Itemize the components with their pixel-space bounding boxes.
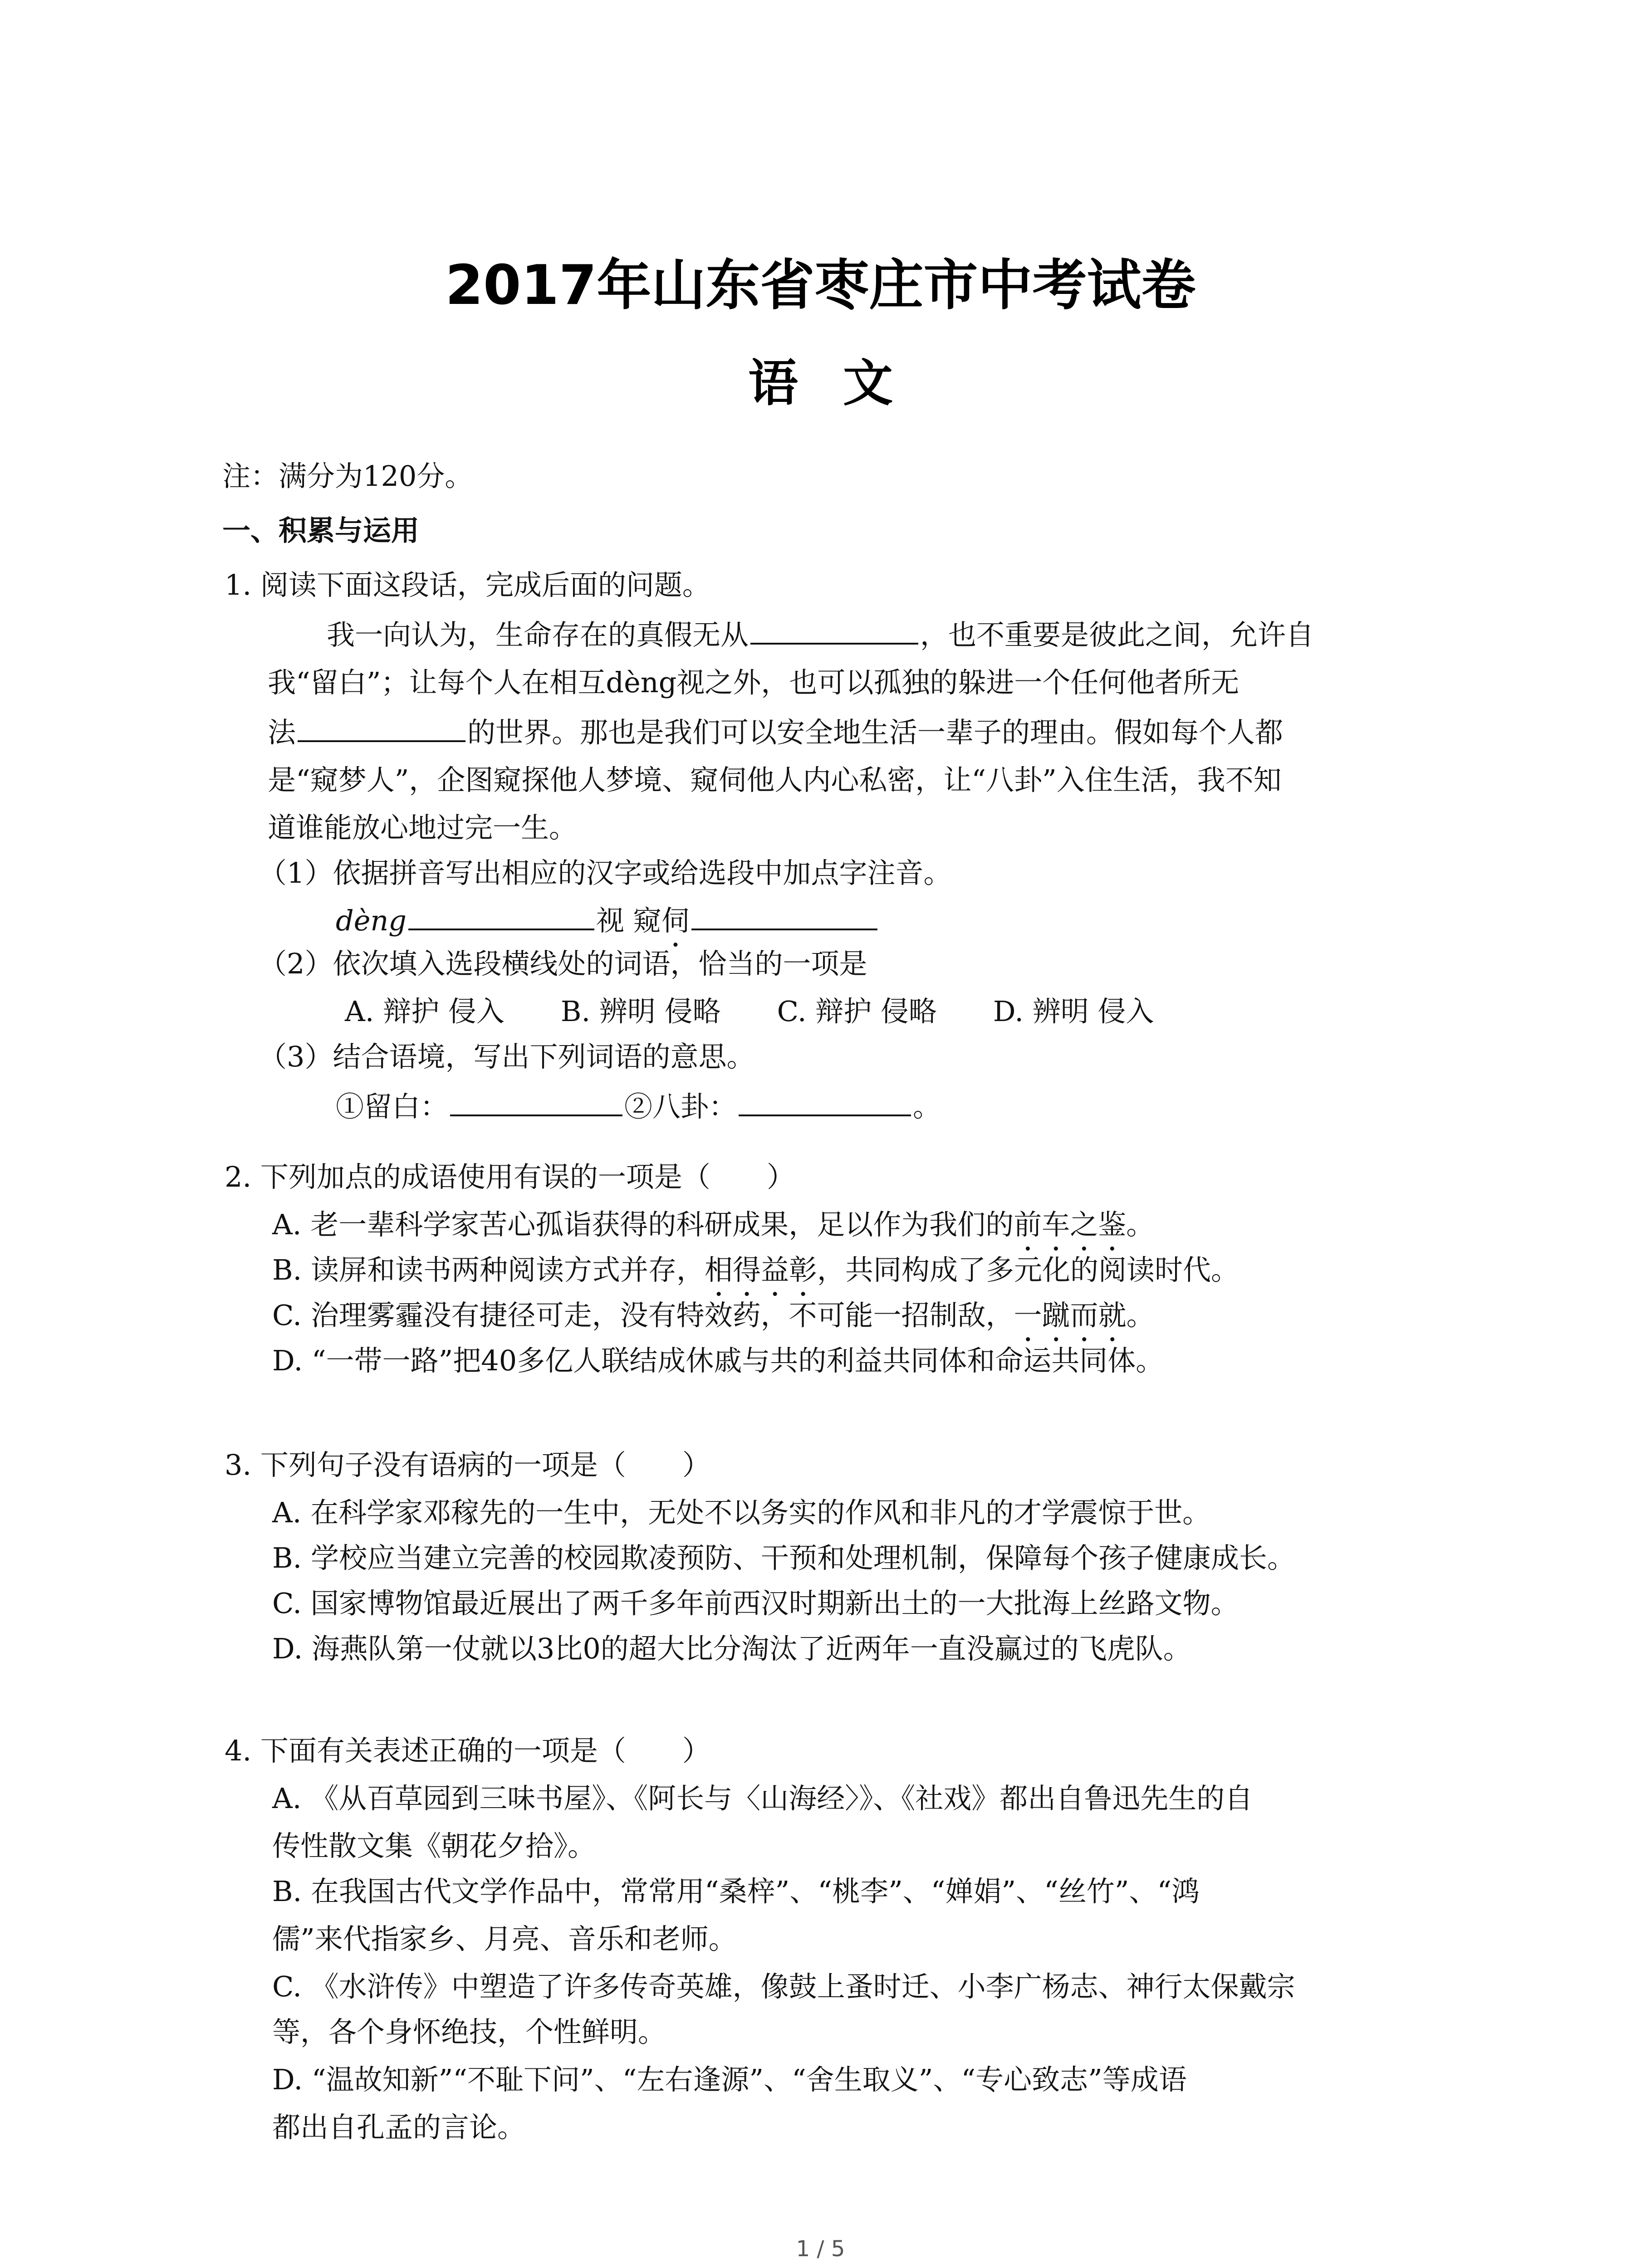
- q2-option-text: C. 治理雾霾没有捷径可走，没有特效药，不可能一招制敌，: [272, 1299, 1014, 1332]
- q1-sub1: （1）依据拼音写出相应的汉字或给选段中加点字注音。: [259, 856, 952, 890]
- pinyin-text: dèng: [336, 904, 407, 937]
- q1-passage-text: 法: [268, 716, 296, 749]
- q1-passage-line: 是“窥梦人”，企图窥探他人梦境、窥伺他人内心私密，让“八卦”入住生活，我不知: [268, 763, 1282, 797]
- q4-option-c-cont: 等，各个身怀绝技，个性鲜明。: [272, 2015, 666, 2048]
- q1-sub3-blank-b[interactable]: [739, 1087, 911, 1116]
- q2-stem: 2. 下列加点的成语使用有误的一项是（ ）: [225, 1160, 795, 1193]
- q1-blank-1[interactable]: [750, 616, 918, 645]
- q2-dotted-idiom: 相得益彰: [704, 1253, 817, 1286]
- page-number: 1 / 5: [796, 2236, 845, 2262]
- q1-passage-line: 道谁能放心地过完一生。: [268, 811, 578, 844]
- q2-option-text: 。: [1126, 1208, 1155, 1241]
- q2-option-d: D. “一带一路”把40多亿人联结成休戚与共的利益共同体和命运共同体。: [272, 1344, 1164, 1377]
- q2-option-text: 。: [1126, 1299, 1155, 1332]
- q4-option-a: A. 《从百草园到三味书屋》、《阿长与〈山海经〉》、《社戏》都出自鲁迅先生的自: [272, 1782, 1253, 1815]
- q2-option-text: B. 读屏和读书两种阅读方式并存，: [272, 1253, 705, 1286]
- q1-passage-line: [327, 615, 1314, 655]
- q1-stem: 1. 阅读下面这段话，完成后面的问题。: [225, 568, 710, 601]
- q2-option-text: A. 老一辈科学家苦心孤诣获得的科研成果，足以作为我们的: [272, 1208, 1014, 1241]
- q1-sub2: （2）依次填入选段横线处的词语，恰当的一项是: [259, 947, 867, 980]
- q3-option-a: A. 在科学家邓稼先的一生中，无处不以务实的作风和非凡的才学震惊于世。: [272, 1496, 1211, 1529]
- q1-sub3-answer-line: [336, 1086, 941, 1127]
- q4-option-b: B. 在我国古代文学作品中，常常用“桑梓”、“桃李”、“婵娟”、“丝竹”、“鸿: [272, 1875, 1200, 1908]
- q4-option-b-cont: 儒”来代指家乡、月亮、音乐和老师。: [272, 1922, 737, 1955]
- q2-dotted-idiom: 一蹴而就: [1014, 1299, 1127, 1332]
- q1-blank-2[interactable]: [298, 713, 465, 742]
- q2-option-text: ，共同构成了多元化的阅读时代。: [817, 1253, 1239, 1286]
- q1-sub3-label-b: ②八卦：: [624, 1090, 737, 1123]
- q1-sub1-blank-2[interactable]: [691, 901, 877, 930]
- q1-sub1-blank-1[interactable]: [408, 901, 594, 930]
- q4-option-c: C. 《水浒传》中塑造了许多传奇英雄，像鼓上蚤时迁、小李广杨志、神行太保戴宗: [272, 1970, 1295, 2003]
- q3-option-c: C. 国家博物馆最近展出了两千多年前西汉时期新出土的一大批海上丝路文物。: [272, 1587, 1239, 1620]
- q3-option-d: D. 海燕队第一仗就以3比0的超大比分淘汰了近两年一直没赢过的飞虎队。: [272, 1632, 1191, 1665]
- q1-sub3: （3）结合语境，写出下列词语的意思。: [259, 1040, 755, 1073]
- q1-sub3-label-a: ①留白：: [336, 1090, 449, 1123]
- q4-option-d-cont: 都出自孔孟的言论。: [272, 2111, 526, 2144]
- exam-title: 2017年山东省枣庄市中考试卷: [445, 254, 1196, 317]
- section-heading: 一、积累与运用: [222, 514, 420, 547]
- q4-stem: 4. 下面有关表述正确的一项是（ ）: [225, 1734, 710, 1767]
- q1-passage-text: 我一向认为，生命存在的真假无从: [327, 618, 749, 651]
- q1-sub1-dotted-char: 伺: [661, 904, 690, 937]
- q1-passage-line: 我“留白”；让每个人在相互dèng视之外，也可以孤独的躲进一个任何他者所无: [268, 666, 1239, 699]
- q3-option-b: B. 学校应当建立完善的校园欺凌预防、干预和处理机制，保障每个孩子健康成长。: [272, 1541, 1295, 1574]
- q1-passage-text: ，也不重要是彼此之间，允许自: [920, 618, 1314, 651]
- q1-sub1-text: 视 窥: [596, 904, 661, 937]
- q1-sub3-end: 。: [913, 1090, 941, 1123]
- q4-option-d: D. “温故知新”“不耻下问”、“左右逢源”、“舍生取义”、“专心致志”等成语: [272, 2063, 1187, 2096]
- q4-option-a-cont: 传性散文集《朝花夕拾》。: [272, 1829, 596, 1862]
- q1-sub3-blank-a[interactable]: [450, 1087, 622, 1116]
- q1-passage-text: 的世界。那也是我们可以安全地生活一辈子的理由。假如每个人都: [467, 716, 1283, 749]
- q3-stem: 3. 下列句子没有语病的一项是（ ）: [225, 1448, 710, 1481]
- q2-dotted-idiom: 前车之鉴: [1014, 1208, 1127, 1241]
- q1-sub2-options: A. 辩护 侵入 B. 辨明 侵略 C. 辩护 侵略 D. 辨明 侵入: [345, 995, 1154, 1028]
- subject-title: 语文: [748, 354, 938, 412]
- q1-passage-line: [268, 712, 1283, 753]
- score-note: 注：满分为120分。: [222, 459, 473, 493]
